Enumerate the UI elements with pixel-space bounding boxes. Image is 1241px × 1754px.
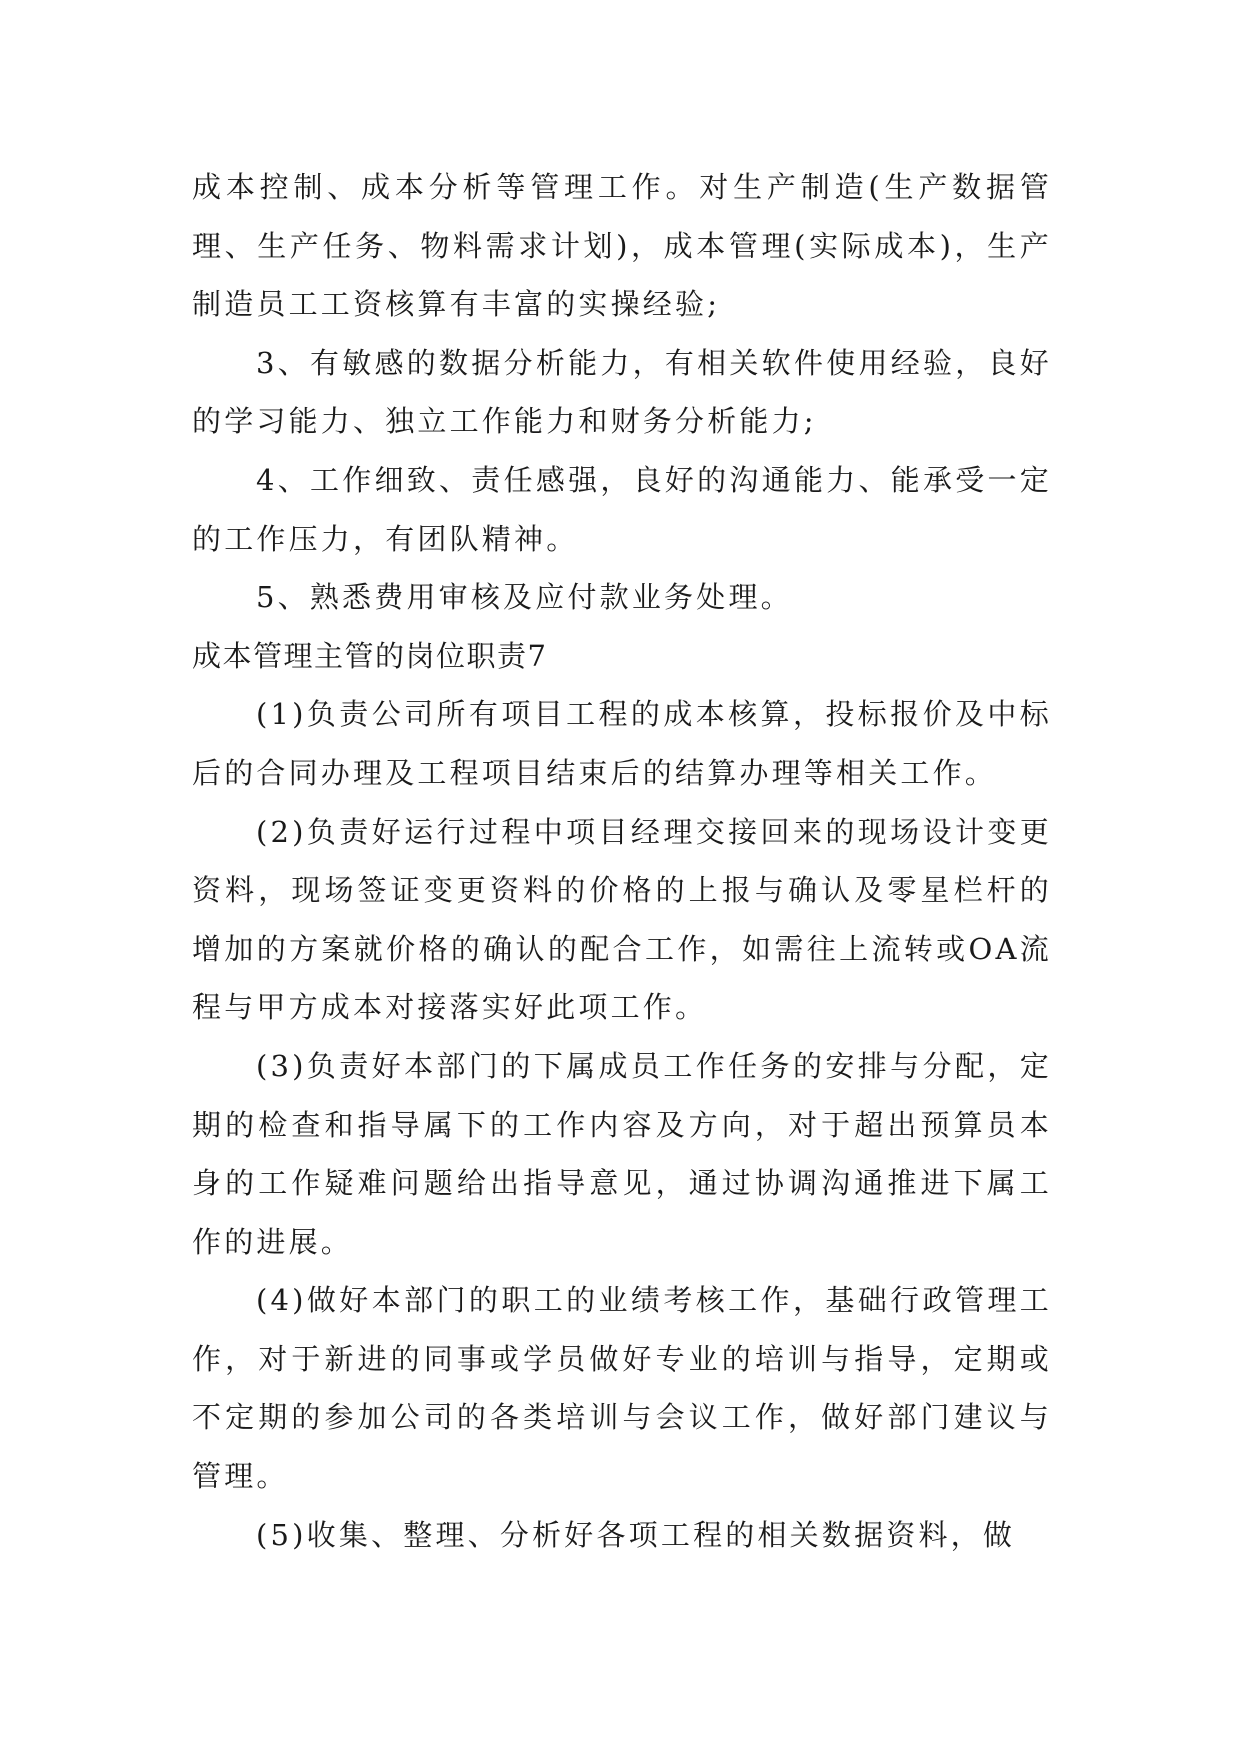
section-heading: 成本管理主管的岗位职责7 — [192, 638, 548, 673]
duty-item-2: (2)负责好运行过程中项目经理交接回来的现场设计变更资料，现场签证变更资料的价格的上报与确认及零星栏杆的增加的方案就价格的确认的配合工作，如需往上流转或OA流程与甲方成本对接落实好此项工作。 — [192, 814, 1052, 1025]
duty-item-3: (3)负责好本部门的下属成员工作任务的安排与分配，定期的检查和指导属下的工作内容及方向，对于超出预算员本身的工作疑难问题给出指导意见，通过协调沟通推进下属工作的进展。 — [192, 1048, 1052, 1259]
paragraph-item-5: 5、熟悉费用审核及应付款业务处理。 — [256, 580, 793, 615]
document-body — [192, 158, 1052, 1564]
duty-item-1: (1)负责公司所有项目工程的成本核算，投标报价及中标后的合同办理及工程项目结束后的结算办理等相关工作。 — [192, 697, 1052, 790]
duty-item-5: (5)收集、整理、分析好各项工程的相关数据资料，做 — [256, 1517, 1016, 1552]
duty-item-4: (4)做好本部门的职工的业绩考核工作，基础行政管理工作，对于新进的同事或学员做好专业的培训与指导，定期或不定期的参加公司的各类培训与会议工作，做好部门建议与管理。 — [192, 1283, 1052, 1494]
paragraph-item-3: 3、有敏感的数据分析能力，有相关软件使用经验，良好的学习能力、独立工作能力和财务分析能力; — [192, 345, 1052, 439]
paragraph-item-4: 4、工作细致、责任感强，良好的沟通能力、能承受一定的工作压力，有团队精神。 — [192, 462, 1052, 556]
paragraph-continued: 成本控制、成本分析等管理工作。对生产制造(生产数据管理、生产任务、物料需求计划)，成本管理(实际成本)，生产制造员工工资核算有丰富的实操经验; — [192, 170, 1052, 322]
